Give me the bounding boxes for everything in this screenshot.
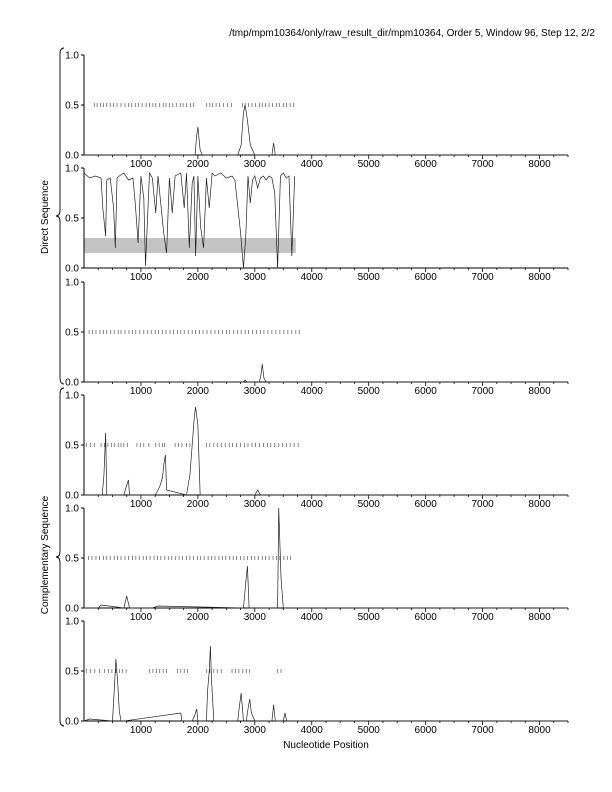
y-tick-label: 1.0: [65, 390, 79, 402]
x-tick-label: 2000: [186, 272, 210, 283]
panels-group: [65, 51, 568, 737]
group-label-direct: Direct Sequence: [40, 180, 51, 254]
y-tick-label: 0.5: [65, 553, 79, 565]
y-tick-label: 1.0: [65, 163, 79, 175]
x-tick-label: 4000: [300, 386, 323, 397]
x-tick-label: 6000: [414, 159, 437, 170]
x-tick-label: 4000: [300, 612, 323, 623]
x-tick-label: 5000: [357, 499, 380, 510]
panel-6: [65, 617, 568, 737]
series-line-1: [84, 364, 568, 382]
x-tick-label: 8000: [528, 612, 551, 623]
series-line-1: [84, 508, 568, 608]
x-tick-label: 3000: [243, 272, 266, 283]
x-tick-label: 2000: [186, 386, 210, 397]
x-tick-label: 5000: [357, 386, 380, 397]
y-tick-label: 1.0: [65, 277, 79, 289]
y-tick-label: 0.0: [65, 263, 79, 275]
y-tick-label: 0.5: [65, 666, 79, 678]
x-tick-label: 7000: [471, 612, 494, 623]
x-tick-label: 6000: [414, 725, 437, 736]
x-tick-label: 8000: [528, 499, 551, 510]
x-tick-label: 4000: [300, 499, 323, 510]
x-tick-label: 2000: [186, 725, 210, 736]
x-tick-label: 5000: [357, 272, 380, 283]
header-path: /tmp/mpm10364/only/raw_result_dir/mpm10364, Order 5, Window 96, Step 12, 2/2: [229, 28, 595, 39]
x-tick-label: 3000: [243, 386, 266, 397]
x-tick-label: 1000: [129, 272, 153, 283]
x-tick-label: 7000: [471, 159, 494, 170]
panel-4: [65, 391, 568, 511]
panel-3: [65, 278, 568, 398]
panel-2: [65, 164, 568, 284]
x-tick-label: 1000: [129, 499, 153, 510]
y-tick-label: 0.5: [65, 440, 79, 452]
group-label-complementary: Complementary Sequence: [40, 495, 51, 615]
y-tick-label: 0.5: [65, 100, 79, 112]
x-tick-label: 6000: [414, 499, 437, 510]
y-tick-label: 0.0: [65, 150, 79, 162]
panel-5: [65, 504, 568, 624]
x-tick-label: 2000: [186, 612, 210, 623]
x-tick-label: 5000: [357, 612, 380, 623]
bracket-complementary: [56, 388, 64, 726]
x-tick-label: 3000: [243, 612, 266, 623]
series-line-1: [84, 173, 295, 268]
x-tick-label: 8000: [528, 272, 551, 283]
x-tick-label: 6000: [414, 612, 437, 623]
y-tick-label: 0.5: [65, 327, 79, 339]
x-tick-label: 1000: [129, 725, 153, 736]
bracket-direct: [56, 48, 64, 384]
panel-1: [65, 51, 568, 171]
x-tick-label: 7000: [471, 499, 494, 510]
x-tick-label: 4000: [300, 272, 323, 283]
x-tick-label: 7000: [471, 272, 494, 283]
x-tick-label: 6000: [414, 272, 437, 283]
y-tick-label: 0.0: [65, 603, 79, 615]
x-tick-label: 7000: [471, 725, 494, 736]
x-tick-label: 8000: [528, 386, 551, 397]
y-tick-label: 1.0: [65, 616, 79, 628]
x-tick-label: 5000: [357, 725, 380, 736]
series-line-1: [84, 646, 568, 721]
y-tick-label: 0.0: [65, 716, 79, 728]
series-line-1: [84, 407, 568, 495]
x-tick-label: 3000: [243, 499, 266, 510]
x-tick-label: 6000: [414, 386, 437, 397]
x-tick-label: 8000: [528, 725, 551, 736]
x-tick-label: 3000: [243, 725, 266, 736]
x-tick-label: 2000: [186, 499, 210, 510]
x-tick-label: 2000: [186, 159, 210, 170]
y-tick-label: 1.0: [65, 50, 79, 62]
x-tick-label: 3000: [243, 159, 266, 170]
x-tick-label: 4000: [300, 159, 323, 170]
y-tick-label: 0.0: [65, 490, 79, 502]
x-tick-label: 7000: [471, 386, 494, 397]
x-tick-label: 1000: [129, 612, 153, 623]
x-tick-label: 1000: [129, 386, 153, 397]
group-brackets: [56, 48, 64, 726]
x-tick-label: 5000: [357, 159, 380, 170]
y-tick-label: 0.5: [65, 213, 79, 225]
y-tick-label: 0.0: [65, 377, 79, 389]
x-tick-label: 4000: [300, 725, 323, 736]
y-tick-label: 1.0: [65, 503, 79, 515]
x-axis-title: Nucleotide Position: [283, 740, 369, 751]
x-tick-label: 8000: [528, 159, 551, 170]
series-line-1: [84, 105, 568, 155]
x-tick-label: 1000: [129, 159, 153, 170]
